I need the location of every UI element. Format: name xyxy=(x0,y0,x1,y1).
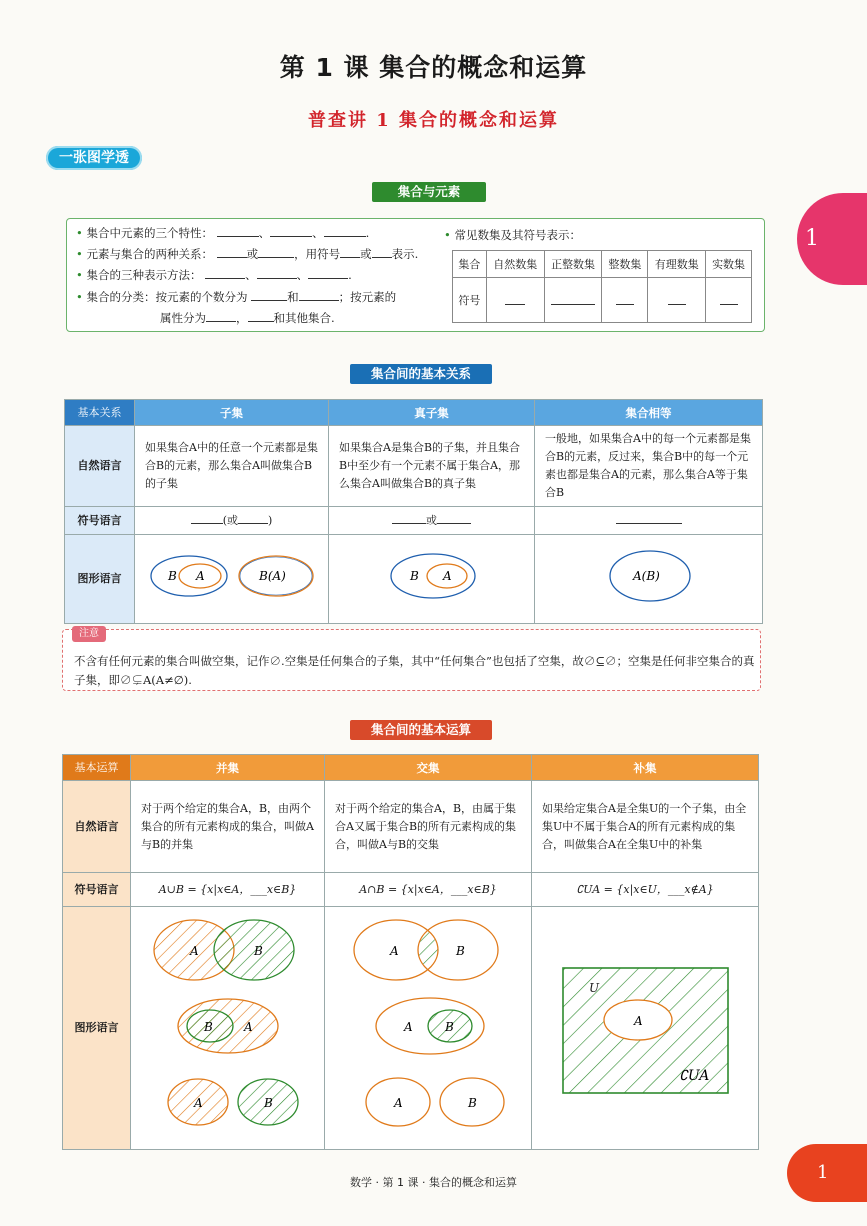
bullet-text: 集合的三种表示方法： xyxy=(86,268,202,282)
table-cell: 对于两个给定的集合A，B，由属于集合A又属于集合B的所有元素构成的集合，叫做A与B的交集 xyxy=(325,781,532,873)
row-header-figure: 图形语言 xyxy=(63,907,131,1150)
label-a: A xyxy=(634,1014,643,1028)
label-a: A xyxy=(394,1096,403,1110)
table-cell xyxy=(706,278,752,323)
col-header-proper-subset: 真子集 xyxy=(329,400,535,426)
table-row xyxy=(63,873,759,907)
bullet-dot: • xyxy=(76,290,83,304)
table-cell: 整数集 xyxy=(602,251,648,278)
subset-venn xyxy=(136,536,330,616)
text-by-attr: ；按元素的 xyxy=(338,290,397,304)
text-and: 和 xyxy=(287,290,299,304)
label-b: B xyxy=(204,1020,213,1034)
row-header-symbol: 符号语言 xyxy=(63,873,131,907)
operations-table xyxy=(62,754,759,1150)
table-cell: 如果集合A中的任意一个元素都是集合B的元素，那么集合A叫做集合B的子集 xyxy=(135,426,329,507)
label-b: B xyxy=(468,1096,477,1110)
fill-blank xyxy=(505,292,525,305)
fill-blank xyxy=(258,245,294,258)
ellipse-b xyxy=(151,556,227,596)
table-corner: 基本运算 xyxy=(63,755,131,781)
table-cell xyxy=(535,507,763,535)
intersection-venn xyxy=(326,908,533,1142)
text-or: 或 xyxy=(426,514,437,527)
table-cell xyxy=(329,535,535,624)
fill-blank xyxy=(257,266,297,279)
text-denote: 表示. xyxy=(391,247,419,261)
section-label-relations: 集合间的基本关系 xyxy=(350,364,492,384)
table-cell xyxy=(544,278,602,323)
col-header-union: 并集 xyxy=(131,755,325,781)
row-header-natural: 自然语言 xyxy=(63,781,131,873)
table-row xyxy=(453,278,752,323)
label-b: B xyxy=(254,944,263,958)
table-cell: 自然数集 xyxy=(486,251,544,278)
bullet-dot: • xyxy=(76,268,83,282)
label-ba: B(A) xyxy=(259,569,286,583)
row-header-symbol: 符号语言 xyxy=(65,507,135,535)
label-b: B xyxy=(445,1020,454,1034)
label-a: A xyxy=(190,944,199,958)
label-a: A xyxy=(390,944,399,958)
fill-blank xyxy=(251,288,287,301)
table-cell xyxy=(329,507,535,535)
text-or: (或 xyxy=(222,514,238,527)
fill-blank xyxy=(248,309,274,322)
label-b: B xyxy=(456,944,465,958)
fill-blank xyxy=(372,245,392,258)
summary-badge: 一张图学透 xyxy=(46,146,142,170)
fill-blank xyxy=(217,224,259,237)
label-a: A xyxy=(194,1096,203,1110)
table-row xyxy=(63,755,759,781)
table-corner: 基本关系 xyxy=(65,400,135,426)
label-a: A xyxy=(196,569,205,583)
bullet-text: 元素与集合的两种关系： xyxy=(86,247,213,261)
page-footer: 数学 · 第 1 课 · 集合的概念和运算 xyxy=(350,1176,517,1189)
fill-blank xyxy=(191,511,223,524)
label-b: B xyxy=(410,569,419,583)
section-label-operations: 集合间的基本运算 xyxy=(350,720,492,740)
relations-table xyxy=(64,399,763,624)
row-header-figure: 图形语言 xyxy=(65,535,135,624)
numsets-title xyxy=(444,226,581,245)
fill-blank xyxy=(238,511,268,524)
fill-blank xyxy=(270,224,312,237)
table-row xyxy=(63,907,759,1150)
fill-blank xyxy=(551,292,595,305)
table-cell: A∪B = {x|x∈A，___x∈B} xyxy=(131,873,325,907)
bullet-text: 集合中元素的三个特性： xyxy=(86,226,213,240)
fill-blank xyxy=(616,511,682,524)
fill-blank xyxy=(340,245,360,258)
table-cell xyxy=(602,278,648,323)
fill-blank xyxy=(217,245,247,258)
bullet-two-relations xyxy=(76,245,418,264)
bullet-dot: • xyxy=(444,228,451,242)
equal-venn xyxy=(536,536,764,616)
union-venn xyxy=(132,908,326,1142)
note-tag: 注意 xyxy=(72,626,106,642)
page-number: 1 xyxy=(787,1144,867,1202)
label-a: A xyxy=(244,1020,253,1034)
label-complement: ∁UA xyxy=(679,1068,710,1084)
col-header-subset: 子集 xyxy=(135,400,329,426)
bullet-text: 集合的分类：按元素的个数分为 xyxy=(86,290,248,304)
fill-blank xyxy=(392,511,426,524)
fill-blank xyxy=(437,511,471,524)
complement-venn xyxy=(533,908,760,1142)
chapter-tab: 1 xyxy=(797,193,867,285)
text-or: 或 xyxy=(360,247,372,261)
label-b: B xyxy=(168,569,177,583)
bullet-text: 属性分为 xyxy=(160,311,206,325)
label-a: A xyxy=(443,569,452,583)
fill-blank xyxy=(308,266,348,279)
fill-blank xyxy=(616,292,634,305)
table-cell: ∁UA = {x|x∈U，___x∉A} xyxy=(532,873,759,907)
label-a: A xyxy=(404,1020,413,1034)
table-row xyxy=(65,507,763,535)
text-paren: ) xyxy=(268,514,273,527)
label-u: U xyxy=(589,981,600,995)
note-text: 不含有任何元素的集合叫做空集，记作∅.空集是任何集合的子集，其中“任何集合”也包括了空集，故∅⊆∅；空集是任何非空集合的真子集，即∅⊊A(A≠∅). xyxy=(74,654,755,687)
table-cell: 对于两个给定的集合A，B，由两个集合的所有元素构成的集合，叫做A与B的并集 xyxy=(131,781,325,873)
bullet-dot: • xyxy=(76,247,83,261)
table-cell: 实数集 xyxy=(706,251,752,278)
page-subtitle: 普查讲 1 集合的概念和运算 xyxy=(307,110,560,131)
table-cell: 正整数集 xyxy=(544,251,602,278)
label-b: B xyxy=(264,1096,273,1110)
col-header-intersection: 交集 xyxy=(325,755,532,781)
table-row xyxy=(65,426,763,507)
table-cell: 如果给定集合A是全集U的一个子集，由全集U中不属于集合A的所有元素构成的集合，叫做集合A在全集U中的补集 xyxy=(532,781,759,873)
proper-subset-venn xyxy=(330,536,536,616)
number-sets-table xyxy=(452,250,752,323)
table-cell xyxy=(325,907,532,1150)
table-cell: 符号 xyxy=(453,278,487,323)
fill-blank xyxy=(324,224,366,237)
text-and-other: 和其他集合. xyxy=(273,311,335,325)
fill-blank xyxy=(668,292,686,305)
table-cell: 一般地，如果集合A中的每一个元素都是集合B的元素，反过来，集合B中的每一个元素也都是集合A的元素，那么集合A等于集合B xyxy=(535,426,763,507)
table-cell xyxy=(532,907,759,1150)
table-row xyxy=(63,781,759,873)
section-label-sets-elements: 集合与元素 xyxy=(372,182,486,202)
page-title: 第 1 课 集合的概念和运算 xyxy=(279,53,588,82)
table-cell: 集合 xyxy=(453,251,487,278)
table-cell: 如果集合A是集合B的子集，并且集合B中至少有一个元素不属于集合A，那么集合A叫做集合B的真子集 xyxy=(329,426,535,507)
fill-blank xyxy=(720,292,738,305)
ellipse-b xyxy=(391,554,475,598)
table-cell xyxy=(648,278,706,323)
bullet-classification xyxy=(76,288,396,307)
fill-blank xyxy=(205,266,245,279)
numsets-title-text: 常见数集及其符号表示： xyxy=(454,228,581,242)
bullet-dot: • xyxy=(76,226,83,240)
table-row xyxy=(65,535,763,624)
bullet-three-properties: • 集合中元素的三个特性： 、 、 . xyxy=(76,226,370,240)
col-header-complement: 补集 xyxy=(532,755,759,781)
table-cell xyxy=(486,278,544,323)
text-or: 或 xyxy=(246,247,259,261)
table-cell xyxy=(131,907,325,1150)
table-cell: 有理数集 xyxy=(648,251,706,278)
table-cell: A∩B = {x|x∈A，___x∈B} xyxy=(325,873,532,907)
col-header-equal: 集合相等 xyxy=(535,400,763,426)
bullet-three-representations: • 集合的三种表示方法： 、 、 . xyxy=(76,268,352,282)
table-row xyxy=(65,400,763,426)
row-header-natural: 自然语言 xyxy=(65,426,135,507)
fill-blank xyxy=(299,288,339,301)
table-cell xyxy=(135,507,329,535)
table-cell xyxy=(135,535,329,624)
label-ab: A(B) xyxy=(633,569,660,583)
text-use-symbol: ，用符号 xyxy=(294,247,341,261)
table-row xyxy=(453,251,752,278)
table-cell xyxy=(535,535,763,624)
bullet-classification-cont: 属性分为 ， 和其他集合. xyxy=(160,311,335,325)
fill-blank xyxy=(206,309,236,322)
